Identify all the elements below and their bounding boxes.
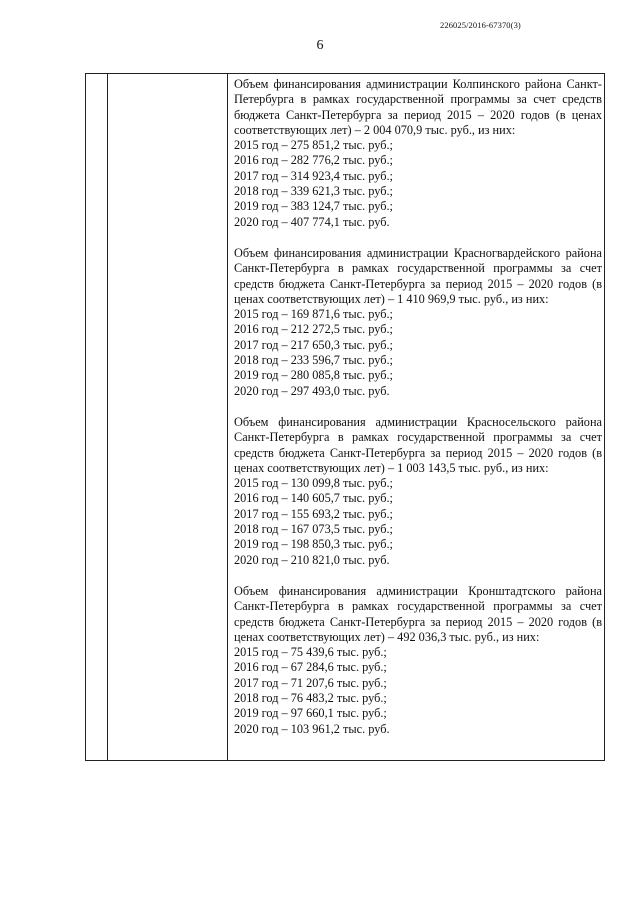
year-line: 2020 год – 297 493,0 тыс. руб. [234, 383, 390, 398]
funding-block-krasnogvardeysky [234, 246, 602, 399]
year-line: 2015 год – 75 439,6 тыс. руб.; [234, 645, 387, 660]
year-line: 2019 год – 280 085,8 тыс. руб.; [234, 368, 393, 383]
funding-table [85, 73, 605, 761]
year-line: 2017 год – 155 693,2 тыс. руб.; [234, 506, 393, 521]
page-number: 6 [316, 38, 324, 53]
year-line: 2017 год – 314 923,4 тыс. руб.; [234, 168, 393, 183]
year-line: 2015 год – 275 851,2 тыс. руб.; [234, 138, 393, 153]
year-line: 2019 год – 97 660,1 тыс. руб.; [234, 706, 387, 721]
year-line: 2017 год – 71 207,6 тыс. руб.; [234, 675, 387, 690]
year-line: 2020 год – 407 774,1 тыс. руб. [234, 214, 390, 229]
funding-block-kolpinsky [234, 77, 602, 230]
year-line: 2018 год – 233 596,7 тыс. руб.; [234, 353, 393, 368]
year-line: 2015 год – 169 871,6 тыс. руб.; [234, 307, 393, 322]
year-line: 2016 год – 67 284,6 тыс. руб.; [234, 660, 387, 675]
year-line: 2016 год – 282 776,2 тыс. руб.; [234, 153, 393, 168]
funding-block-krasnoselsky [234, 415, 602, 568]
funding-paragraph: Объем финансирования администрации Кронштадтского района Санкт-Петербурга в рамках государственной программы за счет средств бюджета Санкт-Петербурга за период 2015 – 2020 годов (в ценах соответствующих лет) – 492 036,3 тыс. руб., из них: [234, 583, 602, 644]
year-line: 2018 год – 339 621,3 тыс. руб.; [234, 184, 393, 199]
funding-paragraph: Объем финансирования администрации Красносельского района Санкт-Петербурга в рамках государственной программы за счет средств бюджета Санкт-Петербурга за период 2015 – 2020 годов (в ценах соответствующих лет) – 1 003 143,5 тыс. руб., из них: [234, 414, 602, 475]
funding-block-kronshtadtsky [234, 584, 602, 737]
year-line: 2018 год – 167 073,5 тыс. руб.; [234, 522, 393, 537]
year-line: 2019 год – 198 850,3 тыс. руб.; [234, 537, 393, 552]
year-line: 2018 год – 76 483,2 тыс. руб.; [234, 690, 387, 705]
year-line: 2015 год – 130 099,8 тыс. руб.; [234, 476, 393, 491]
document-id: 226025/2016-67370(3) [440, 20, 521, 30]
year-line: 2020 год – 103 961,2 тыс. руб. [234, 721, 390, 736]
year-line: 2019 год – 383 124,7 тыс. руб.; [234, 199, 393, 214]
column-divider-2 [227, 74, 228, 760]
funding-paragraph: Объем финансирования администрации Красногвардейского района Санкт-Петербурга в рамках государственной программы за счет средств бюджета Санкт-Петербурга за период 2015 – 2020 годов (в ценах соответствующих лет) – 1 410 969,9 тыс. руб., из них: [234, 245, 602, 306]
table-content-cell [234, 77, 602, 753]
funding-paragraph: Объем финансирования администрации Колпинского района Санкт-Петербурга в рамках государственной программы за счет средств бюджета Санкт-Петербурга за период 2015 – 2020 годов (в ценах соответствующих лет) – 2 004 070,9 тыс. руб., из них: [234, 77, 602, 137]
year-line: 2016 год – 212 272,5 тыс. руб.; [234, 322, 393, 337]
year-line: 2017 год – 217 650,3 тыс. руб.; [234, 337, 393, 352]
column-divider-1 [107, 74, 108, 760]
year-line: 2016 год – 140 605,7 тыс. руб.; [234, 491, 393, 506]
year-line: 2020 год – 210 821,0 тыс. руб. [234, 552, 390, 567]
